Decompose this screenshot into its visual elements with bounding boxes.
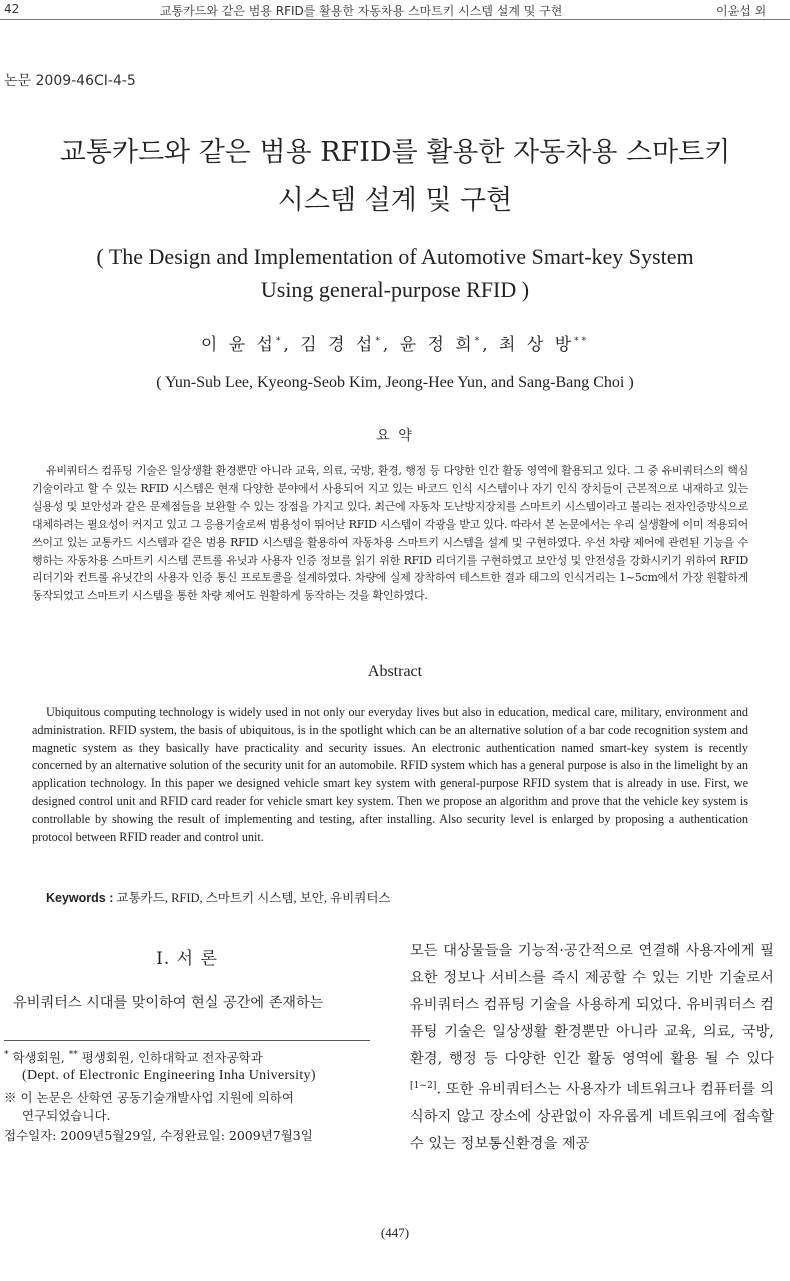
- keywords: [46, 888, 390, 906]
- footnote-dates: 접수일자: 2009년5월29일, 수정완료일: 2009년7월3일: [4, 1128, 313, 1143]
- author-name: 최 상 방: [499, 335, 575, 355]
- footnote-text: 이 논문은 산학연 공동기술개발사업 지원에 의하여: [16, 1090, 294, 1105]
- author-list: [0, 330, 790, 355]
- citation: [1~2]: [410, 1081, 437, 1091]
- author-name: 이 윤 섭: [200, 335, 276, 355]
- author-name: 윤 정 희: [399, 335, 475, 355]
- separator: ,: [283, 335, 292, 355]
- abstract-ko-text: 유비쿼터스 컴퓨팅 기술은 일상생활 환경뿐만 아니라 교육, 의료, 국방, 환경, 행정 등 다양한 인간 활동 영역에 활용되고 있다. 그 중 유비쿼터스의 핵심기술이라고 할 수 있는 RFID 시스템은 현재 다양한 분야에서 사용되어 지고 있는 바코드 인식 시스템이나 자기 인식 장치들이 근본적으로 내재하고 있는 실용성 및 보안성과 같은 문제점들을 보완할 수 있는 장점을 가지고 있다. 최근에 자동차 도난방지장치를 스마트키 시스템이라고 불리는 전자인증방식으로 대체하려는 필요성이 커지고 있고 그 응용기술로써 범용성이 뛰어난 RFID 시스템이 각광을 받고 있다. 따라서 본 논문에서는 우리 실생활에 이미 적용되어 쓰이고 있는 교통카드 시스템과 같은 범용 RFID 시스템을 활용하여 자동차용 스마트키 시스템을 설계 및 구현하였다. 우선 차량 제어에 관련된 기능을 수행하는 자동차용 스마트키 시스템 콘트롤 유닛과 사용자 인증 정보를 읽기 위한 RFID 리더기를 구현하였고 보안성 및 안전성을 강화시키기 위하여 RFID 리더기와 컨트롤 유닛간의 사용자 인증 통신 프로토콜을 설계하였다. 차량에 실제 장착하여 테스트한 결과 태그의 인식거리는 1~5cm에서 가장 원활하게 동작되었고 스마트키 시스템을 통한 차량 제어도 원활하게 동작하는 것을 확인하였다.: [32, 464, 748, 603]
- affiliation-mark: **: [574, 336, 590, 347]
- section-right-text: [410, 938, 774, 1158]
- title-ko-line1: 교통카드와 같은 범용 RFID를 활용한 자동차용 스마트키: [59, 137, 731, 168]
- keywords-label: Keywords :: [46, 891, 114, 905]
- title-ko-line2: 시스템 설계 및 구현: [277, 185, 513, 216]
- abstract-en-heading: Abstract: [367, 663, 423, 680]
- header-rule: [0, 19, 790, 20]
- abstract-ko-heading: 요 약: [376, 428, 414, 444]
- author-name: 김 경 섭: [300, 335, 376, 355]
- footnote-funding-line2: 연구되었습니다.: [22, 1108, 111, 1123]
- separator: ,: [482, 335, 491, 355]
- footnote-mark: **: [68, 1049, 78, 1060]
- header-page-number: 42: [4, 2, 20, 16]
- header-running-title: 교통카드와 같은 범용 RFID를 활용한 자동차용 스마트키 시스템 설계 및 구현: [160, 4, 563, 18]
- footnote-rule: [4, 1040, 370, 1041]
- title-en-line2: Using general-purpose RFID ): [260, 277, 530, 302]
- footnote-dept: (Dept. of Electronic Engineering Inha University): [22, 1068, 316, 1083]
- affiliation-mark: *: [275, 336, 284, 347]
- footnote-mark: *: [4, 1049, 9, 1060]
- keywords-text: 교통카드, RFID, 스마트키 시스템, 보안, 유비쿼터스: [116, 891, 391, 905]
- header-running-author: 이윤섭 외: [716, 4, 767, 18]
- footnote-funding: [4, 1088, 294, 1106]
- title-en-line1: ( The Design and Implementation of Automotive Smart-key System: [96, 244, 694, 269]
- affiliation-mark: *: [375, 336, 383, 347]
- body-text: . 또한 유비쿼터스는 사용자가 네트워크나 컴퓨터를 의식하지 않고 장소에 상관없이 자유롭게 네트워크에 접속할 수 있는 정보통신환경을 제공: [410, 1081, 774, 1152]
- paper-id: 논문 2009-46CI-4-5: [4, 73, 136, 89]
- page-footer: (447): [380, 1225, 410, 1240]
- abstract-en-text: Ubiquitous computing technology is widely used in not only our everyday lives but also in education, medical care, military, environment and administration. RFID system, the basis of ubiquitous, is in the spotlight which can be an alternative solution of a bar code recognition system and magnetic system as they basically have practicality and security issues. An electronic authentication named smart-key system is recently concerned by an alternative solution of the security unit for an automobile. RFID system which has a general purpose is also in the limelight by an application technology. In this paper we designed vehicle smart key system with general-purpose RFID system that is already in use. First, we designed control unit and RFID card reader for vehicle smart key system. Then we propose an algorithm and prove that the vehicle key system is controllable by showing the result of implementing and testing, after installing. Also security level is enlarged by proposing a authentication protocol between RFID reader and control unit.: [32, 705, 749, 844]
- footnote-text: 학생회원,: [8, 1050, 69, 1065]
- abstract-en-body: [32, 704, 748, 846]
- author-list-en: ( Yun-Sub Lee, Kyeong-Seob Kim, Jeong-Hee Yun, and Sang-Bang Choi ): [156, 374, 634, 391]
- section-heading: I. 서 론: [156, 949, 218, 969]
- affiliation-mark: *: [474, 336, 483, 347]
- body-text: 모든 대상물들을 기능적·공간적으로 연결해 사용자에게 필요한 정보나 서비스를 즉시 제공할 수 있는 기반 기술로서 유비쿼터스 컴퓨팅 기술을 사용하게 되었다. 유비쿼터스 컴퓨팅 기술은 일상생활 환경뿐만 아니라 교육, 의료, 국방, 환경, 행정 등 다양한 인간 활동 영역에 활용 될 수 있다: [410, 943, 774, 1067]
- abstract-ko-body: [32, 462, 748, 605]
- footnote-affiliation: [4, 1048, 263, 1066]
- section-left-text: [4, 992, 370, 1012]
- section-left-text-content: 유비쿼터스 시대를 맞이하여 현실 공간에 존재하는: [13, 995, 324, 1011]
- footnote-text: 평생회원, 인하대학교 전자공학과: [77, 1050, 263, 1065]
- separator: ,: [382, 335, 392, 355]
- footnote-mark: ※: [4, 1090, 17, 1105]
